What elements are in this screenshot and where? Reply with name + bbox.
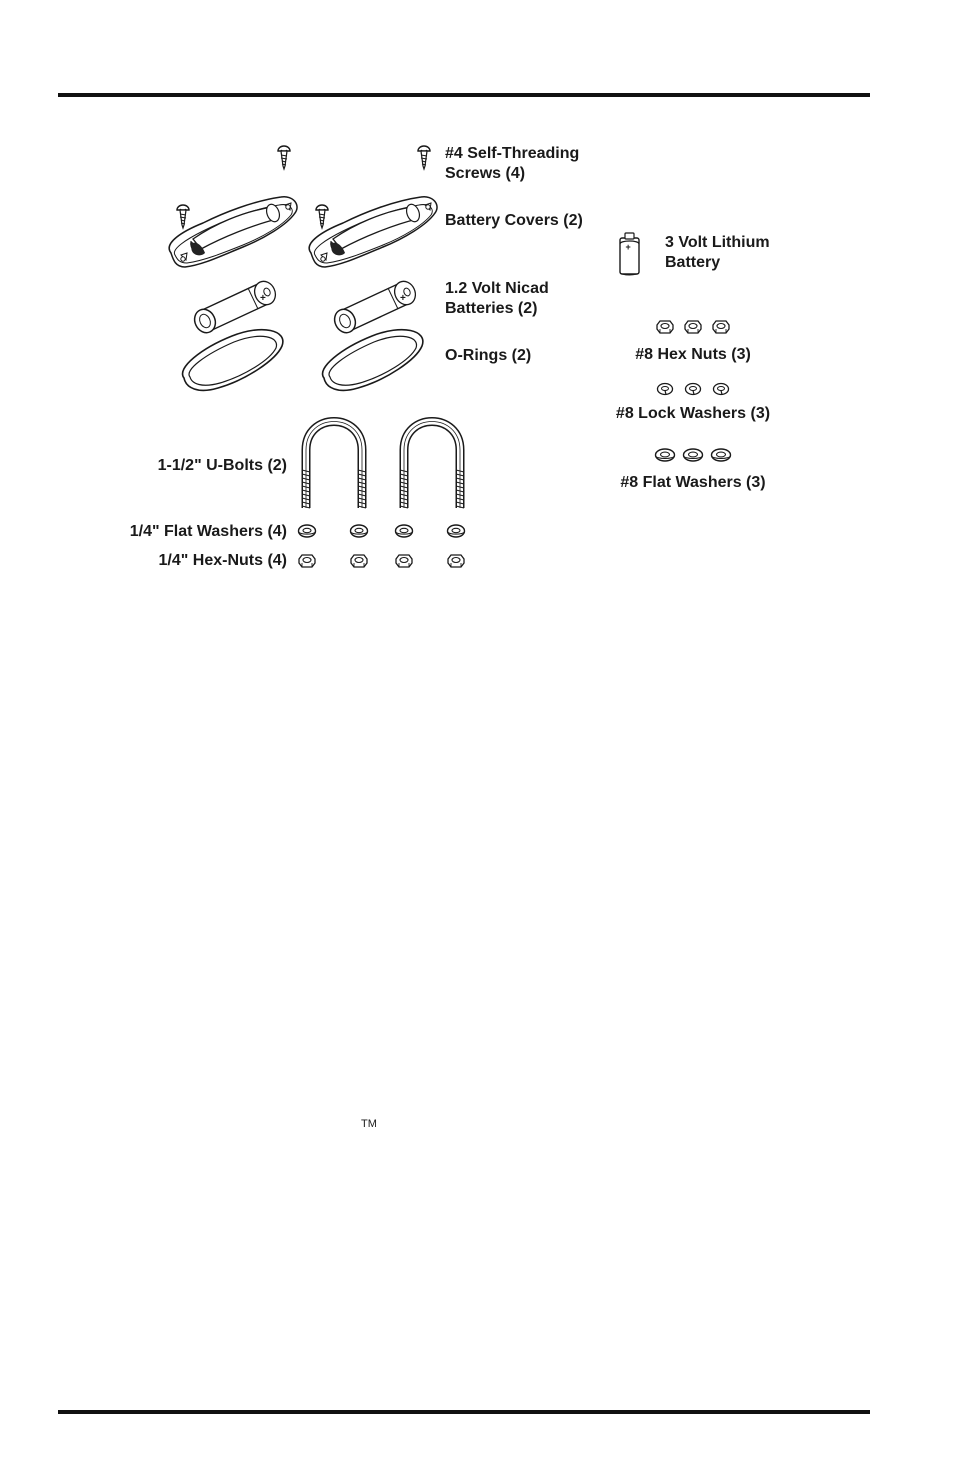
hex-nut-icon — [396, 555, 412, 567]
u-bolt-icon — [400, 422, 464, 509]
hex-nut-icon — [657, 321, 673, 333]
flat-washer-icon — [712, 449, 731, 461]
hex-nuts-8-label: #8 Hex Nuts (3) — [635, 346, 751, 363]
flat-washer-icon — [396, 525, 413, 537]
flat-washer-icon — [351, 525, 368, 537]
screw-icon — [316, 205, 328, 228]
hex-nut-icon — [448, 555, 464, 567]
lock-washer-icon — [686, 384, 701, 395]
svg-text:+: + — [260, 293, 266, 304]
flat-washer-icon — [448, 525, 465, 537]
hex-nut-icon — [685, 321, 701, 333]
o-ring-icon — [183, 330, 283, 391]
battery-cover-icon — [309, 197, 437, 267]
screw-icon — [278, 146, 290, 169]
lithium-battery-icon — [620, 233, 639, 275]
flat-washer-icon — [684, 449, 703, 461]
nicad-battery-icon — [331, 278, 419, 336]
u-bolts-label: 1-1/2" U-Bolts (2) — [157, 457, 287, 474]
screw-icon — [418, 146, 430, 169]
lock-washer-icon — [658, 384, 673, 395]
lock-washers-8-label: #8 Lock Washers (3) — [615, 405, 771, 422]
flat-washers-8-label: #8 Flat Washers (3) — [620, 474, 766, 491]
svg-text:+: + — [625, 242, 631, 252]
trademark-symbol: TM — [361, 1118, 377, 1130]
screws-label: #4 Self-Threading Screws (4) — [445, 145, 580, 182]
hex-nut-icon — [299, 555, 315, 567]
quarter-hex-nuts-label: 1/4" Hex-Nuts (4) — [158, 552, 287, 569]
screw-icon — [177, 205, 189, 228]
battery-covers-label: Battery Covers (2) — [445, 212, 583, 229]
nicad-batteries-label: 1.2 Volt Nicad Batteries (2) — [445, 280, 549, 317]
svg-text:+: + — [400, 293, 406, 304]
quarter-flat-washers-label: 1/4" Flat Washers (4) — [129, 523, 287, 540]
hex-nut-icon — [351, 555, 367, 567]
lithium-battery-label: 3 Volt Lithium Battery — [665, 234, 770, 271]
hex-nut-icon — [713, 321, 729, 333]
flat-washer-icon — [656, 449, 675, 461]
o-ring-icon — [323, 330, 423, 391]
flat-washer-icon — [299, 525, 316, 537]
o-rings-label: O-Rings (2) — [445, 347, 532, 364]
u-bolt-icon — [302, 422, 366, 509]
lock-washer-icon — [714, 384, 729, 395]
nicad-battery-icon — [191, 278, 279, 336]
